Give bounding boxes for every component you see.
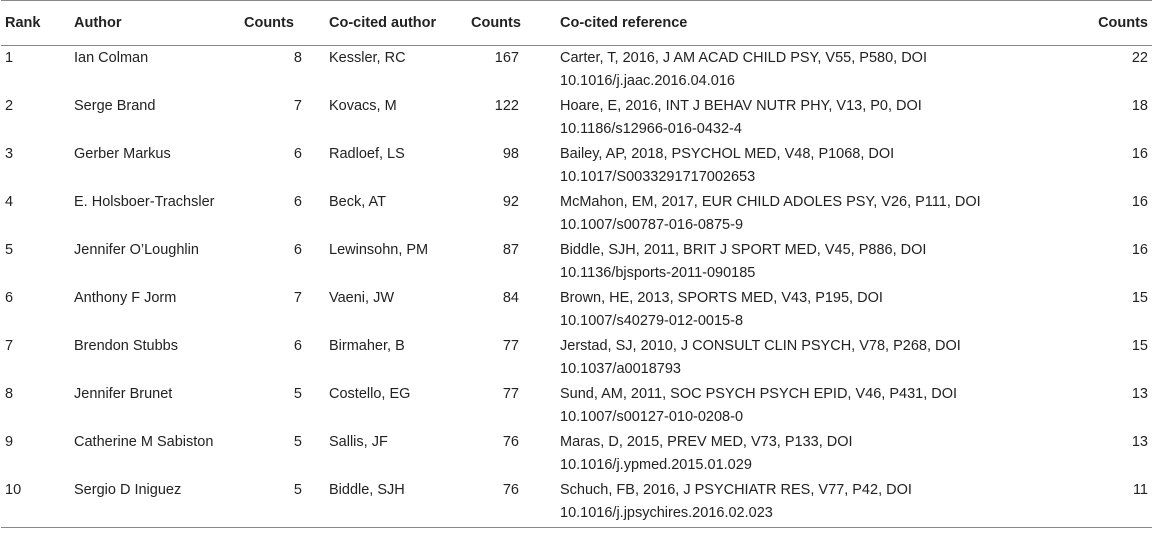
header-counts-cocited: Counts <box>471 15 521 31</box>
cell-reference-counts: 16 <box>1131 193 1148 210</box>
header-counts-reference: Counts <box>1098 15 1148 31</box>
cell-author-counts: 7 <box>293 97 302 114</box>
cell-cocited-author: Vaeni, JW <box>329 289 395 306</box>
cell-cocited-counts: 77 <box>502 385 519 402</box>
table-row <box>1 238 1152 286</box>
table-body <box>1 46 1152 528</box>
cell-rank: 9 <box>5 433 14 450</box>
cell-spacer <box>519 94 560 142</box>
cell-author: Brendon Stubbs <box>74 337 178 354</box>
cell-cocited-reference <box>560 46 1080 94</box>
header-rank: Rank <box>5 15 41 31</box>
cell-spacer <box>519 430 560 478</box>
cell-reference-counts: 15 <box>1131 337 1148 354</box>
cell-spacer <box>302 190 329 238</box>
cell-author: Jennifer O’Loughlin <box>74 241 199 258</box>
cell-author-counts: 5 <box>293 433 302 450</box>
cell-author: Anthony F Jorm <box>74 289 177 306</box>
header-cocited-author: Co-cited author <box>329 15 437 31</box>
cell-cocited-reference <box>560 286 1080 334</box>
reference-line-1: Carter, T, 2016, J AM ACAD CHILD PSY, V55, P580, DOI <box>560 50 927 66</box>
cell-cocited-author: Biddle, SJH <box>329 481 405 498</box>
cell-author-counts: 7 <box>293 289 302 306</box>
cell-author-counts: 6 <box>293 337 302 354</box>
cell-rank: 10 <box>5 481 22 498</box>
table-row <box>1 334 1152 382</box>
cell-cocited-counts: 167 <box>494 50 519 66</box>
cell-rank: 5 <box>5 241 14 258</box>
cell-rank: 6 <box>5 289 14 306</box>
cell-rank: 4 <box>5 193 14 210</box>
cell-author: Sergio D Iniguez <box>74 481 182 498</box>
cell-cocited-author: Kovacs, M <box>329 97 397 114</box>
cell-cocited-reference <box>560 238 1080 286</box>
cell-rank: 3 <box>5 145 14 162</box>
cell-reference-counts: 18 <box>1131 97 1148 114</box>
cell-cocited-author: Beck, AT <box>329 193 386 210</box>
header-row <box>1 1 1152 46</box>
cell-cocited-reference <box>560 430 1080 478</box>
cell-spacer <box>519 238 560 286</box>
reference-line-1: Bailey, AP, 2018, PSYCHOL MED, V48, P1068, DOI <box>560 145 895 162</box>
table-row <box>1 142 1152 190</box>
cell-cocited-author: Radloef, LS <box>329 145 405 162</box>
reference-line-1: Brown, HE, 2013, SPORTS MED, V43, P195, DOI <box>560 289 883 306</box>
cell-cocited-counts: 87 <box>502 241 519 258</box>
cell-spacer <box>519 142 560 190</box>
reference-doi: 10.1016/j.jaac.2016.04.016 <box>560 73 735 89</box>
table-row <box>1 430 1152 478</box>
cell-cocited-author: Kessler, RC <box>329 50 406 66</box>
reference-line-1: Jerstad, SJ, 2010, J CONSULT CLIN PSYCH, V78, P268, DOI <box>560 337 961 354</box>
cell-author-counts: 5 <box>293 481 302 498</box>
cell-cocited-reference <box>560 94 1080 142</box>
cell-author: Catherine M Sabiston <box>74 433 214 450</box>
cell-author: Ian Colman <box>74 50 149 66</box>
reference-line-1: Maras, D, 2015, PREV MED, V73, P133, DOI <box>560 433 853 450</box>
cell-cocited-reference <box>560 190 1080 238</box>
cell-spacer <box>302 238 329 286</box>
cell-spacer <box>302 46 329 94</box>
reference-doi: 10.1007/s00787-016-0875-9 <box>560 216 744 233</box>
cell-spacer <box>519 286 560 334</box>
header-spacer <box>519 1 560 46</box>
header-cocited-reference: Co-cited reference <box>560 15 688 31</box>
cell-rank: 1 <box>5 50 14 66</box>
cell-spacer <box>302 478 329 528</box>
cell-spacer <box>302 286 329 334</box>
cell-rank: 2 <box>5 97 14 114</box>
table-row <box>1 94 1152 142</box>
cell-reference-counts: 15 <box>1131 289 1148 306</box>
reference-line-1: Hoare, E, 2016, INT J BEHAV NUTR PHY, V13, P0, DOI <box>560 97 922 114</box>
citation-table <box>1 0 1152 528</box>
reference-line-1: McMahon, EM, 2017, EUR CHILD ADOLES PSY, V26, P111, DOI <box>560 193 981 210</box>
cell-author: E. Holsboer-Trachsler <box>74 193 215 210</box>
cell-spacer <box>519 382 560 430</box>
cell-author-counts: 5 <box>293 385 302 402</box>
reference-line-1: Sund, AM, 2011, SOC PSYCH PSYCH EPID, V46, P431, DOI <box>560 385 958 402</box>
table-row <box>1 478 1152 528</box>
cell-cocited-counts: 84 <box>502 289 519 306</box>
cell-cocited-counts: 122 <box>494 97 519 114</box>
cell-author-counts: 6 <box>293 241 302 258</box>
cell-cocited-reference <box>560 478 1080 528</box>
reference-doi: 10.1016/j.jpsychires.2016.02.023 <box>560 504 773 521</box>
cell-spacer <box>519 190 560 238</box>
reference-doi: 10.1007/s40279-012-0015-8 <box>560 312 744 329</box>
cell-cocited-author: Sallis, JF <box>329 433 388 450</box>
cell-spacer <box>519 334 560 382</box>
cell-reference-counts: 22 <box>1131 50 1148 66</box>
cell-spacer <box>302 94 329 142</box>
reference-doi: 10.1017/S0033291717002653 <box>560 168 756 185</box>
cell-cocited-reference <box>560 382 1080 430</box>
cell-author-counts: 8 <box>293 50 302 66</box>
cell-spacer <box>302 430 329 478</box>
reference-doi: 10.1037/a0018793 <box>560 360 681 377</box>
cell-reference-counts: 16 <box>1131 241 1148 258</box>
reference-doi: 10.1136/bjsports-2011-090185 <box>560 264 756 281</box>
cell-cocited-counts: 98 <box>502 145 519 162</box>
cell-author: Gerber Markus <box>74 145 171 162</box>
reference-doi: 10.1186/s12966-016-0432-4 <box>560 120 742 137</box>
cell-reference-counts: 13 <box>1131 433 1148 450</box>
cell-rank: 7 <box>5 337 14 354</box>
cell-author-counts: 6 <box>293 145 302 162</box>
cell-author: Jennifer Brunet <box>74 385 173 402</box>
reference-doi: 10.1016/j.ypmed.2015.01.029 <box>560 456 752 473</box>
cell-cocited-reference <box>560 334 1080 382</box>
cell-spacer <box>302 334 329 382</box>
table-row <box>1 382 1152 430</box>
cell-spacer <box>302 142 329 190</box>
table-header <box>1 1 1152 46</box>
cell-author-counts: 6 <box>293 193 302 210</box>
cell-cocited-author: Lewinsohn, PM <box>329 241 429 258</box>
reference-line-1: Biddle, SJH, 2011, BRIT J SPORT MED, V45, P886, DOI <box>560 241 927 258</box>
cell-cocited-counts: 76 <box>502 433 519 450</box>
cell-cocited-reference <box>560 142 1080 190</box>
cell-author: Serge Brand <box>74 97 156 114</box>
table-row <box>1 190 1152 238</box>
cell-cocited-author: Costello, EG <box>329 385 411 402</box>
cell-cocited-counts: 92 <box>502 193 519 210</box>
cell-rank: 8 <box>5 385 14 402</box>
cell-spacer <box>302 382 329 430</box>
cell-reference-counts: 16 <box>1131 145 1148 162</box>
header-counts-author: Counts <box>244 15 294 31</box>
header-spacer <box>302 1 329 46</box>
reference-line-1: Schuch, FB, 2016, J PSYCHIATR RES, V77, P42, DOI <box>560 481 912 498</box>
header-author: Author <box>74 15 122 31</box>
cell-cocited-counts: 77 <box>502 337 519 354</box>
cell-cocited-author: Birmaher, B <box>329 337 405 354</box>
table-row <box>1 46 1152 94</box>
reference-doi: 10.1007/s00127-010-0208-0 <box>560 408 744 425</box>
table-row <box>1 286 1152 334</box>
cell-reference-counts: 13 <box>1131 385 1148 402</box>
cell-spacer <box>519 46 560 94</box>
cell-cocited-counts: 76 <box>502 481 519 498</box>
cell-spacer <box>519 478 560 528</box>
cell-reference-counts: 11 <box>1132 481 1148 498</box>
